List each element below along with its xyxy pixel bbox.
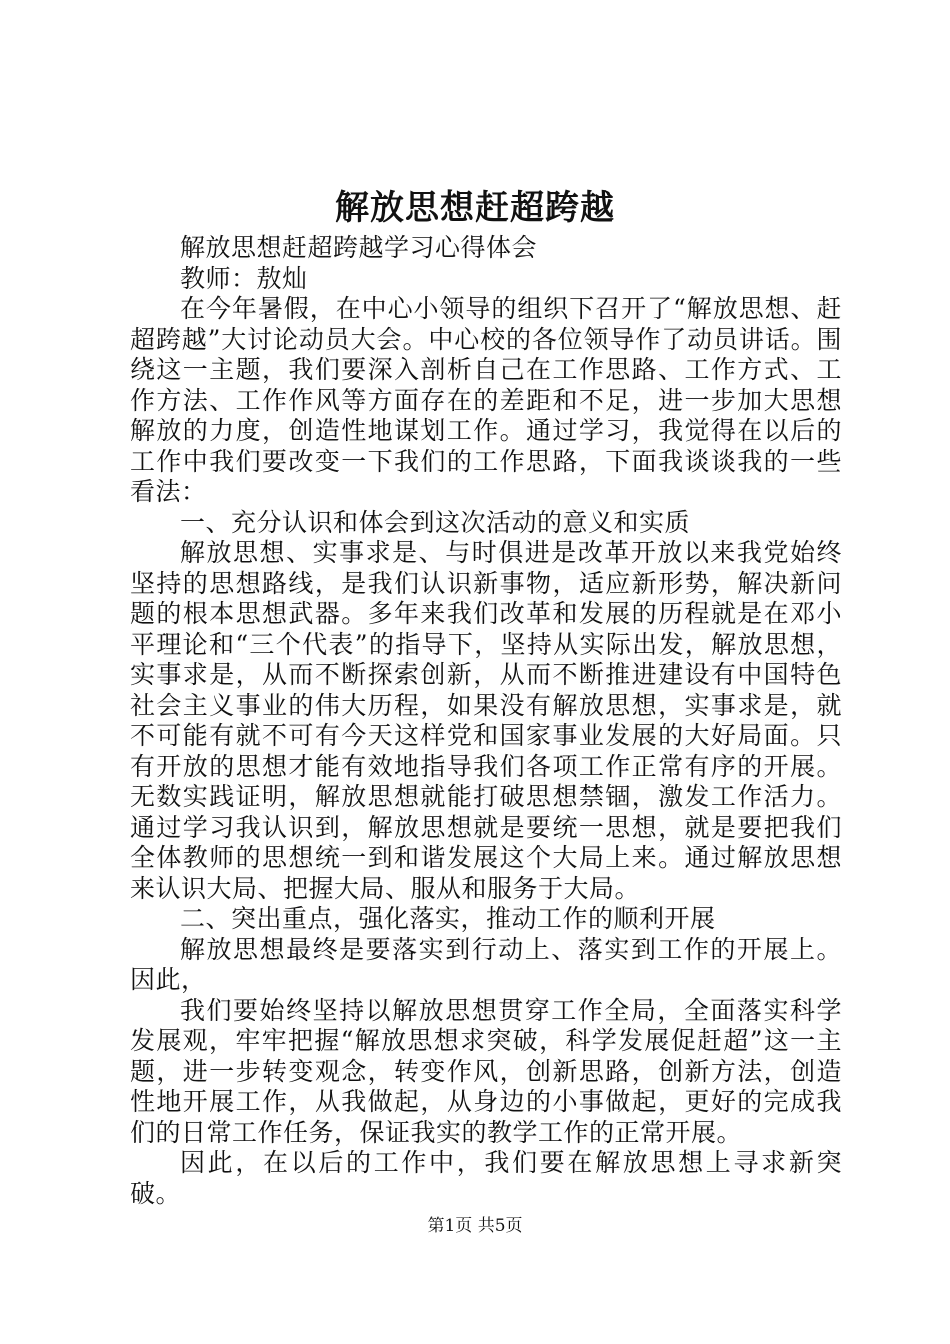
page-number-footer: 第1页 共5页 — [427, 1216, 523, 1236]
section-heading-2: 二、突出重点，强化落实，推动工作的顺利开展 — [180, 904, 716, 933]
section-2-paragraph-1: 解放思想最终是要落实到行动上、落实到工作的开展上。因此， — [130, 934, 842, 994]
author-paragraph: 教师：敖灿 — [180, 263, 308, 293]
section-1-paragraph: 解放思想、实事求是、与时俱进是改革开放以来我党始终坚持的思想路线，是我们认识新事物，适应新形势，解决新问题的根本思想武器。多年来我们改革和发展的历程就是在邓小平理论和“三个代表”的指导下，坚持从实际出发，解放思想，实事求是，从而不断探索创新，从而不断推进建设有中国特色社会主义事业的伟大历程，如果没有解放思想，实事求是，就不可能有就不可有今天这样党和国家事业发展的大好局面。只有开放的思想才能有效地指导我们各项工作正常有序的开展。无数实践证明，解放思想就能打破思想禁锢，激发工作活力。通过学习我认识到，解放思想就是要统一思想，就是要把我们全体教师的思想统一到和谐发展这个大局上来。通过解放思想来认识大局、把握大局、服从和服务于大局。 — [130, 538, 842, 903]
document-title: 解放思想赶超跨越 — [335, 188, 615, 228]
document-body — [130, 233, 842, 1209]
section-2-paragraph-2: 我们要始终坚持以解放思想贯穿工作全局，全面落实科学发展观，牢牢把握“解放思想求突破，科学发展促赶超”这一主题，进一步转变观念，转变作风，创新思路，创新方法，创造性地开展工作，从我做起，从身边的小事做起，更好的完成我们的日常工作任务，保证我实的教学工作的正常开展。 — [130, 995, 842, 1147]
subtitle-paragraph: 解放思想赶超跨越学习心得体会 — [180, 233, 538, 262]
section-heading-1: 一、充分认识和体会到这次活动的意义和实质 — [180, 507, 691, 537]
intro-paragraph: 在今年暑假，在中心小领导的组织下召开了“解放思想、赶超跨越”大讨论动员大会。中心校的各位领导作了动员讲话。围绕这一主题，我们要深入剖析自己在工作思路、工作方式、工作方法、工作作风等方面存在的差距和不足，进一步加大思想解放的力度，创造性地谋划工作。通过学习，我觉得在以后的工作中我们要改变一下我们的工作思路，下面我谈谈我的一些看法： — [130, 294, 842, 506]
section-2-paragraph-3: 因此，在以后的工作中，我们要在解放思想上寻求新突破。 — [130, 1148, 842, 1208]
